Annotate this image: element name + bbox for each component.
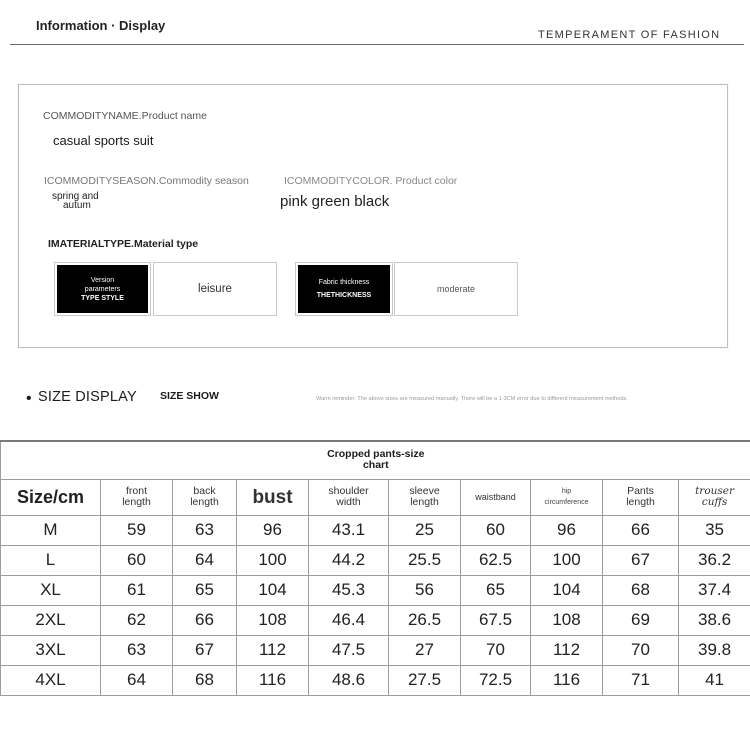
table-row	[1, 665, 750, 695]
header-line1: waistband	[475, 491, 516, 502]
table-title-line2: chart	[362, 459, 389, 472]
size-chart-table	[0, 440, 750, 696]
table-header-row	[1, 479, 750, 515]
size-label-cell: XL	[1, 575, 101, 605]
measurement-cell: 41	[679, 665, 750, 695]
measurement-cell: 46.4	[309, 605, 389, 635]
color-value: pink green black	[280, 193, 390, 210]
measurement-cell: 116	[237, 665, 309, 695]
header-line2: length	[122, 496, 151, 508]
measurement-cell: 108	[531, 605, 603, 635]
thickness-line1: Fabric thickness	[318, 279, 370, 286]
product-name-value: casual sports suit	[53, 133, 154, 148]
measurement-cell: 65	[461, 575, 531, 605]
color-label: ICOMMODITYCOLOR. Product color	[284, 175, 458, 187]
measurement-cell: 64	[101, 665, 173, 695]
measurement-cell: 64	[173, 545, 237, 575]
measurement-cell: 104	[531, 575, 603, 605]
header-divider	[10, 44, 744, 45]
measurement-cell: 108	[237, 605, 309, 635]
table-title-line1: Cropped pants-size	[327, 448, 425, 461]
measurement-cell: 68	[173, 665, 237, 695]
table-row	[1, 575, 750, 605]
measurement-cell: 61	[101, 575, 173, 605]
header-line2: cuffs	[701, 496, 728, 508]
measurement-cell: 65	[173, 575, 237, 605]
measurement-cell: 35	[679, 515, 750, 545]
measurement-cell: 70	[461, 635, 531, 665]
header-hip-circumference	[531, 479, 603, 515]
header-line1: front	[125, 485, 147, 497]
season-value-line1: spring and	[52, 191, 99, 202]
header-line1: trouser	[695, 485, 735, 497]
header-line2: length	[626, 496, 655, 508]
header-line1: sleeve	[409, 485, 440, 497]
measurement-cell: 112	[237, 635, 309, 665]
measurement-cell: 27	[389, 635, 461, 665]
table-title-row	[1, 441, 750, 479]
table-row	[1, 635, 750, 665]
header-line2: length	[190, 496, 219, 508]
type-style-line3: TYPE STYLE	[81, 294, 124, 302]
measurement-cell: 96	[237, 515, 309, 545]
measurement-cell: 44.2	[309, 545, 389, 575]
season-value	[52, 192, 99, 210]
product-name-label: COMMODITYNAME.Product name	[43, 110, 207, 122]
header-line1: back	[193, 485, 216, 497]
table-title	[1, 441, 750, 479]
season-label: ICOMMODITYSEASON.Commodity season	[44, 175, 249, 187]
type-style-line1: Version	[90, 276, 115, 284]
header-sleeve-length	[389, 479, 461, 515]
size-label-cell: 4XL	[1, 665, 101, 695]
measurement-cell: 112	[531, 635, 603, 665]
measurement-cell: 62	[101, 605, 173, 635]
size-label-cell: M	[1, 515, 101, 545]
header-trouser-cuffs	[679, 479, 750, 515]
measurement-cell: 36.2	[679, 545, 750, 575]
header-front-length	[101, 479, 173, 515]
measurement-cell: 39.8	[679, 635, 750, 665]
header-waistband	[461, 479, 531, 515]
size-table-body	[1, 515, 750, 695]
measurement-cell: 37.4	[679, 575, 750, 605]
thickness-value: moderate	[394, 262, 518, 316]
header-shoulder-width	[309, 479, 389, 515]
thickness-tag	[298, 265, 390, 313]
measurement-cell: 25.5	[389, 545, 461, 575]
measurement-cell: 69	[603, 605, 679, 635]
measurement-cell: 96	[531, 515, 603, 545]
measurement-cell: 60	[101, 545, 173, 575]
measurement-cell: 66	[173, 605, 237, 635]
measurement-cell: 116	[531, 665, 603, 695]
measurement-cell: 100	[531, 545, 603, 575]
season-value-line2: autum	[63, 200, 91, 211]
measurement-cell: 47.5	[309, 635, 389, 665]
size-label-cell: 2XL	[1, 605, 101, 635]
measurement-cell: 43.1	[309, 515, 389, 545]
size-label-cell: 3XL	[1, 635, 101, 665]
header-line2: circumference	[544, 499, 589, 506]
size-bullet: •	[26, 390, 32, 407]
header-back-length	[173, 479, 237, 515]
header-pants-length	[603, 479, 679, 515]
type-style-tag	[57, 265, 148, 313]
table-row	[1, 515, 750, 545]
table-row	[1, 545, 750, 575]
measurement-cell: 100	[237, 545, 309, 575]
measurement-cell: 104	[237, 575, 309, 605]
measurement-cell: 67.5	[461, 605, 531, 635]
measurement-cell: 45.3	[309, 575, 389, 605]
measurement-cell: 60	[461, 515, 531, 545]
header-line1: bust	[252, 486, 293, 508]
material-label: IMATERIALTYPE.Material type	[48, 238, 199, 250]
header-line1: Size/cm	[16, 486, 85, 507]
header-line2: length	[410, 496, 439, 508]
measurement-cell: 68	[603, 575, 679, 605]
measurement-cell: 72.5	[461, 665, 531, 695]
header-bust	[237, 479, 309, 515]
size-show-subtitle: SIZE SHOW	[160, 390, 219, 402]
thickness-line2: THETHICKNESS	[316, 292, 372, 299]
table-row	[1, 605, 750, 635]
type-style-line2: parameters	[84, 285, 121, 293]
measurement-cell: 63	[173, 515, 237, 545]
type-style-value: leisure	[153, 262, 277, 316]
measurement-cell: 48.6	[309, 665, 389, 695]
size-label-cell: L	[1, 545, 101, 575]
measurement-cell: 56	[389, 575, 461, 605]
measurement-cell: 62.5	[461, 545, 531, 575]
measurement-reminder: Warm reminder: The above sizes are measured manually. There will be a 1-3CM error due to different measurement methods.	[316, 396, 628, 402]
header-line2: width	[336, 496, 361, 508]
measurement-cell: 25	[389, 515, 461, 545]
header-line1: Pants	[627, 485, 654, 497]
measurement-cell: 27.5	[389, 665, 461, 695]
measurement-cell: 38.6	[679, 605, 750, 635]
header-line1: shoulder	[328, 485, 369, 497]
measurement-cell: 71	[603, 665, 679, 695]
measurement-cell: 66	[603, 515, 679, 545]
header-tagline: TEMPERAMENT OF FASHION	[538, 29, 721, 41]
measurement-cell: 63	[101, 635, 173, 665]
header-title: Information · Display	[36, 18, 166, 33]
measurement-cell: 59	[101, 515, 173, 545]
measurement-cell: 26.5	[389, 605, 461, 635]
size-display-title: SIZE DISPLAY	[38, 389, 137, 405]
header-size	[1, 479, 101, 515]
header-line1: hip	[561, 488, 572, 495]
measurement-cell: 70	[603, 635, 679, 665]
measurement-cell: 67	[603, 545, 679, 575]
measurement-cell: 67	[173, 635, 237, 665]
